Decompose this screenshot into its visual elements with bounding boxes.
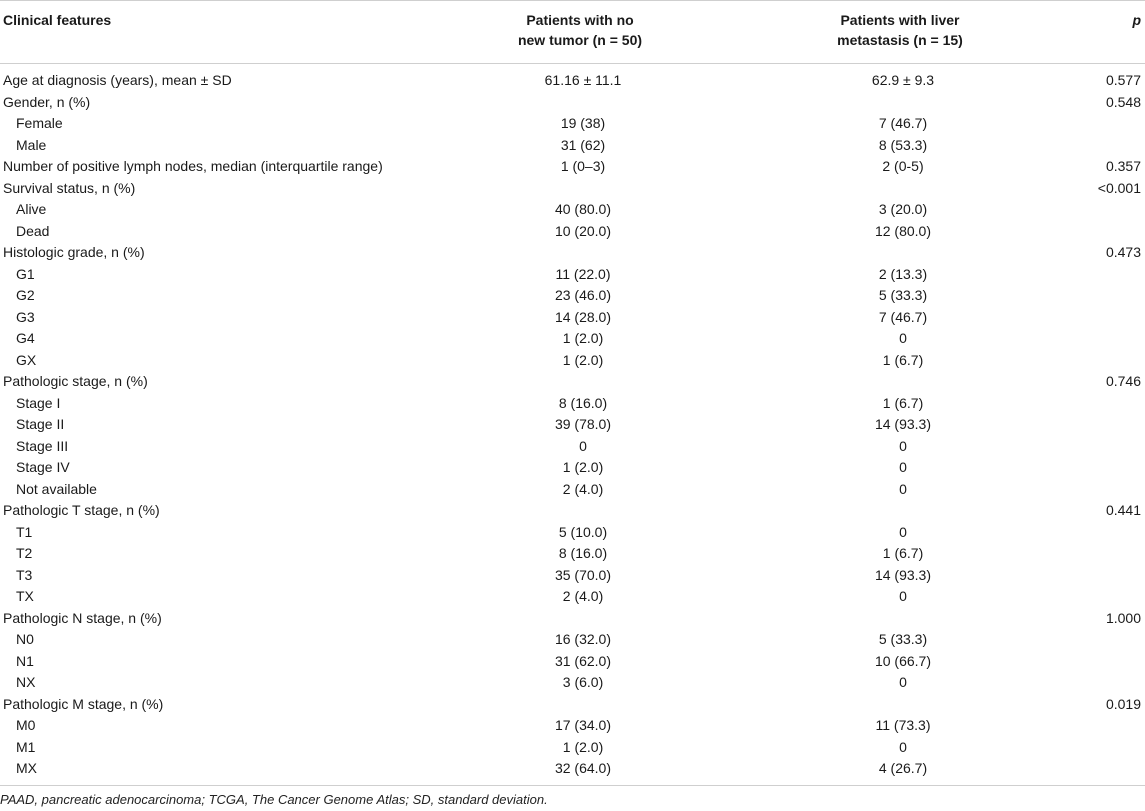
row-p-value: <0.001: [1097, 179, 1141, 196]
row-liver-metastasis-value: 0: [899, 674, 907, 690]
table-row: [0, 608, 1145, 630]
row-no-new-tumor-value: 1 (0–3): [560, 158, 606, 174]
table-row: [0, 264, 1145, 286]
row-no-new-tumor-value: 31 (62.0): [554, 652, 612, 669]
row-liver-metastasis-value: 4 (26.7): [878, 760, 928, 776]
row-label: Survival status, n (%): [3, 179, 136, 196]
row-no-new-tumor-value: 31 (62): [560, 136, 606, 153]
row-label: Histologic grade, n (%): [3, 244, 145, 260]
column-gap: [713, 371, 773, 393]
row-liver-metastasis-value: 2 (13.3): [878, 265, 928, 282]
row-p-value: 0.441: [1105, 502, 1141, 518]
row-label: Stage I: [16, 394, 61, 411]
row-p-value: [1033, 328, 1145, 350]
row-liver-metastasis-value: 5 (33.3): [878, 631, 928, 647]
row-label: Pathologic T stage, n (%): [3, 502, 160, 518]
table-header: [0, 0, 1145, 64]
row-liver-metastasis-value: [773, 371, 1033, 393]
bottom-rule: [0, 785, 1145, 786]
column-gap: [713, 178, 773, 200]
column-gap: [713, 543, 773, 565]
table-row: [0, 178, 1145, 200]
column-gap: [713, 221, 773, 243]
table-row: [0, 414, 1145, 436]
table-row: [0, 156, 1145, 178]
row-label: T2: [16, 545, 33, 561]
table-row: [0, 199, 1145, 221]
row-p-value: [1033, 221, 1145, 243]
row-no-new-tumor-value: 32 (64.0): [554, 760, 612, 776]
column-gap: [713, 629, 773, 651]
table-row: [0, 500, 1145, 522]
column-gap: [713, 715, 773, 737]
row-no-new-tumor-value: [453, 608, 713, 630]
row-label: GX: [16, 351, 37, 368]
row-p-value: [1033, 565, 1145, 587]
row-p-value: 0.577: [1105, 72, 1141, 88]
row-no-new-tumor-value: 10 (20.0): [554, 222, 612, 239]
row-liver-metastasis-value: [773, 694, 1033, 716]
row-liver-metastasis-value: 14 (93.3): [874, 416, 932, 432]
column-gap: [713, 70, 773, 92]
row-label: M0: [16, 717, 36, 733]
row-p-value: [1033, 586, 1145, 608]
row-label: Age at diagnosis (years), mean ± SD: [3, 72, 232, 88]
column-gap: [713, 350, 773, 372]
table-row: [0, 651, 1145, 673]
table-row: [0, 479, 1145, 501]
row-no-new-tumor-value: 11 (22.0): [555, 265, 611, 282]
row-p-value: [1033, 436, 1145, 458]
column-gap: [713, 737, 773, 759]
row-liver-metastasis-value: 0: [899, 330, 907, 346]
row-liver-metastasis-value: 7 (46.7): [878, 115, 928, 131]
row-label: Pathologic M stage, n (%): [3, 695, 164, 712]
row-liver-metastasis-value: 11 (73.3): [875, 717, 931, 733]
row-liver-metastasis-value: 0: [899, 738, 907, 755]
row-liver-metastasis-value: [773, 178, 1033, 200]
row-p-value: [1033, 199, 1145, 221]
row-no-new-tumor-value: [453, 92, 713, 114]
row-no-new-tumor-value: 2 (4.0): [562, 480, 604, 497]
table-row: [0, 135, 1145, 157]
row-label: M1: [16, 738, 36, 755]
row-label: T1: [16, 523, 33, 540]
row-label: Stage IV: [16, 459, 70, 475]
column-gap: [713, 565, 773, 587]
column-gap: [713, 500, 773, 522]
row-label: Alive: [16, 201, 47, 217]
column-gap: [713, 758, 773, 780]
row-liver-metastasis-value: 0: [899, 437, 907, 454]
row-p-value: [1033, 629, 1145, 651]
column-gap: [713, 436, 773, 458]
column-gap: [713, 694, 773, 716]
column-gap: [713, 113, 773, 135]
row-p-value: 0.548: [1105, 93, 1141, 110]
row-p-value: [1033, 758, 1145, 780]
row-liver-metastasis-value: 3 (20.0): [878, 201, 928, 217]
row-no-new-tumor-value: 16 (32.0): [554, 631, 612, 647]
row-p-value: 0.746: [1105, 373, 1141, 389]
column-gap: [713, 285, 773, 307]
table-row: [0, 758, 1145, 780]
row-p-value: [1033, 264, 1145, 286]
table-row: [0, 457, 1145, 479]
row-liver-metastasis-value: [773, 242, 1033, 264]
row-p-value: [1033, 285, 1145, 307]
row-no-new-tumor-value: 40 (80.0): [554, 201, 612, 217]
row-liver-metastasis-value: 7 (46.7): [878, 308, 928, 325]
row-p-value: 0.473: [1105, 244, 1141, 260]
row-liver-metastasis-value: 0: [899, 588, 907, 604]
row-liver-metastasis-value: 5 (33.3): [878, 287, 928, 303]
column-gap: [713, 242, 773, 264]
table-row: [0, 70, 1145, 92]
row-p-value: [1033, 393, 1145, 415]
row-no-new-tumor-value: 2 (4.0): [562, 588, 604, 604]
table-row: [0, 436, 1145, 458]
row-liver-metastasis-value: 14 (93.3): [874, 566, 932, 583]
row-no-new-tumor-value: 39 (78.0): [554, 416, 612, 432]
header-liver-metastasis-line2: metastasis (n = 15): [837, 32, 963, 48]
table-row: [0, 307, 1145, 329]
row-no-new-tumor-value: 1 (2.0): [562, 330, 604, 346]
row-no-new-tumor-value: 8 (16.0): [558, 545, 608, 561]
row-liver-metastasis-value: 0: [899, 480, 907, 497]
table-row: [0, 522, 1145, 544]
table-row: [0, 543, 1145, 565]
row-liver-metastasis-value: 0: [899, 459, 907, 475]
column-gap: [713, 479, 773, 501]
table-row: [0, 92, 1145, 114]
row-p-value: [1033, 457, 1145, 479]
column-gap: [713, 156, 773, 178]
table-row: [0, 350, 1145, 372]
row-no-new-tumor-value: [453, 500, 713, 522]
row-liver-metastasis-value: 8 (53.3): [878, 136, 928, 153]
column-gap: [713, 92, 773, 114]
header-no-new-tumor-line2: new tumor (n = 50): [517, 32, 643, 48]
column-gap: [713, 414, 773, 436]
row-liver-metastasis-value: 1 (6.7): [882, 351, 924, 368]
column-gap: [713, 522, 773, 544]
header-clinical-features: Clinical features: [3, 12, 112, 28]
row-no-new-tumor-value: 0: [579, 437, 587, 454]
row-no-new-tumor-value: [453, 371, 713, 393]
column-gap: [713, 328, 773, 350]
header-p-value: p: [1132, 12, 1141, 28]
row-no-new-tumor-value: 17 (34.0): [554, 717, 612, 733]
row-p-value: [1033, 350, 1145, 372]
row-liver-metastasis-value: [773, 608, 1033, 630]
data-table: [0, 70, 1145, 780]
row-no-new-tumor-value: 3 (6.0): [562, 674, 604, 690]
row-liver-metastasis-value: 2 (0-5): [882, 158, 924, 174]
table-row: [0, 586, 1145, 608]
row-liver-metastasis-value: 1 (6.7): [882, 394, 924, 411]
row-liver-metastasis-value: 1 (6.7): [882, 545, 924, 561]
row-liver-metastasis-value: [773, 500, 1033, 522]
table-row: [0, 328, 1145, 350]
row-label: Not available: [16, 480, 97, 497]
row-label: G1: [16, 265, 35, 282]
row-p-value: [1033, 522, 1145, 544]
column-gap: [713, 199, 773, 221]
row-label: Pathologic stage, n (%): [3, 373, 148, 389]
row-no-new-tumor-value: [453, 178, 713, 200]
column-gap: [713, 393, 773, 415]
row-p-value: [1033, 414, 1145, 436]
row-label: Number of positive lymph nodes, median (interquartile range): [3, 158, 383, 174]
column-gap: [713, 264, 773, 286]
row-label: Stage II: [16, 416, 65, 432]
row-liver-metastasis-value: 62.9 ± 9.3: [871, 72, 935, 88]
row-liver-metastasis-value: 0: [899, 523, 907, 540]
row-label: G4: [16, 330, 35, 346]
row-no-new-tumor-value: 8 (16.0): [558, 394, 608, 411]
table-row: [0, 371, 1145, 393]
header-no-new-tumor: [450, 10, 710, 50]
header-liver-metastasis-line1: Patients with liver: [840, 12, 960, 28]
row-p-value: 0.357: [1105, 158, 1141, 174]
row-p-value: 0.019: [1105, 695, 1141, 712]
row-p-value: [1033, 479, 1145, 501]
column-gap: [713, 651, 773, 673]
row-no-new-tumor-value: [453, 694, 713, 716]
row-p-value: [1033, 651, 1145, 673]
table-row: [0, 393, 1145, 415]
row-label: MX: [16, 760, 37, 776]
table-row: [0, 113, 1145, 135]
row-p-value: [1033, 543, 1145, 565]
row-label: TX: [16, 588, 34, 604]
row-p-value: [1033, 737, 1145, 759]
column-gap: [713, 586, 773, 608]
row-no-new-tumor-value: 1 (2.0): [562, 351, 604, 368]
row-label: Gender, n (%): [3, 93, 91, 110]
header-no-new-tumor-line1: Patients with no: [526, 12, 634, 28]
row-label: N1: [16, 652, 34, 669]
row-label: NX: [16, 674, 36, 690]
row-p-value: [1033, 672, 1145, 694]
table-body: [0, 70, 1145, 780]
row-liver-metastasis-value: 12 (80.0): [874, 222, 932, 239]
row-p-value: [1033, 715, 1145, 737]
column-gap: [713, 307, 773, 329]
row-no-new-tumor-value: 5 (10.0): [558, 523, 608, 540]
row-label: G2: [16, 287, 35, 303]
table-row: [0, 285, 1145, 307]
row-liver-metastasis-value: 10 (66.7): [874, 652, 932, 669]
column-gap: [713, 457, 773, 479]
row-no-new-tumor-value: 14 (28.0): [554, 308, 612, 325]
table-row: [0, 715, 1145, 737]
row-label: G3: [16, 308, 35, 325]
row-label: Male: [16, 136, 47, 153]
table-row: [0, 737, 1145, 759]
row-p-value: [1033, 113, 1145, 135]
table-row: [0, 565, 1145, 587]
row-no-new-tumor-value: [453, 242, 713, 264]
table-row: [0, 242, 1145, 264]
row-label: Pathologic N stage, n (%): [3, 609, 162, 626]
table-row: [0, 694, 1145, 716]
row-no-new-tumor-value: 61.16 ± 11.1: [544, 72, 622, 88]
row-no-new-tumor-value: 19 (38): [560, 115, 606, 131]
row-no-new-tumor-value: 1 (2.0): [562, 738, 604, 755]
table-row: [0, 672, 1145, 694]
row-no-new-tumor-value: 35 (70.0): [554, 566, 612, 583]
column-gap: [713, 672, 773, 694]
row-label: Dead: [16, 222, 50, 239]
row-p-value: [1033, 307, 1145, 329]
row-label: N0: [16, 631, 34, 647]
column-gap: [713, 135, 773, 157]
table-footnote: PAAD, pancreatic adenocarcinoma; TCGA, The Cancer Genome Atlas; SD, standard deviation.: [0, 792, 548, 807]
header-liver-metastasis: [770, 10, 1030, 50]
row-liver-metastasis-value: [773, 92, 1033, 114]
row-p-value: 1.000: [1105, 609, 1141, 626]
table-row: [0, 629, 1145, 651]
column-gap: [713, 608, 773, 630]
row-label: Stage III: [16, 437, 69, 454]
row-label: Female: [16, 115, 63, 131]
row-p-value: [1033, 135, 1145, 157]
table-row: [0, 221, 1145, 243]
row-no-new-tumor-value: 1 (2.0): [562, 459, 604, 475]
row-label: T3: [16, 566, 33, 583]
row-no-new-tumor-value: 23 (46.0): [554, 287, 612, 303]
